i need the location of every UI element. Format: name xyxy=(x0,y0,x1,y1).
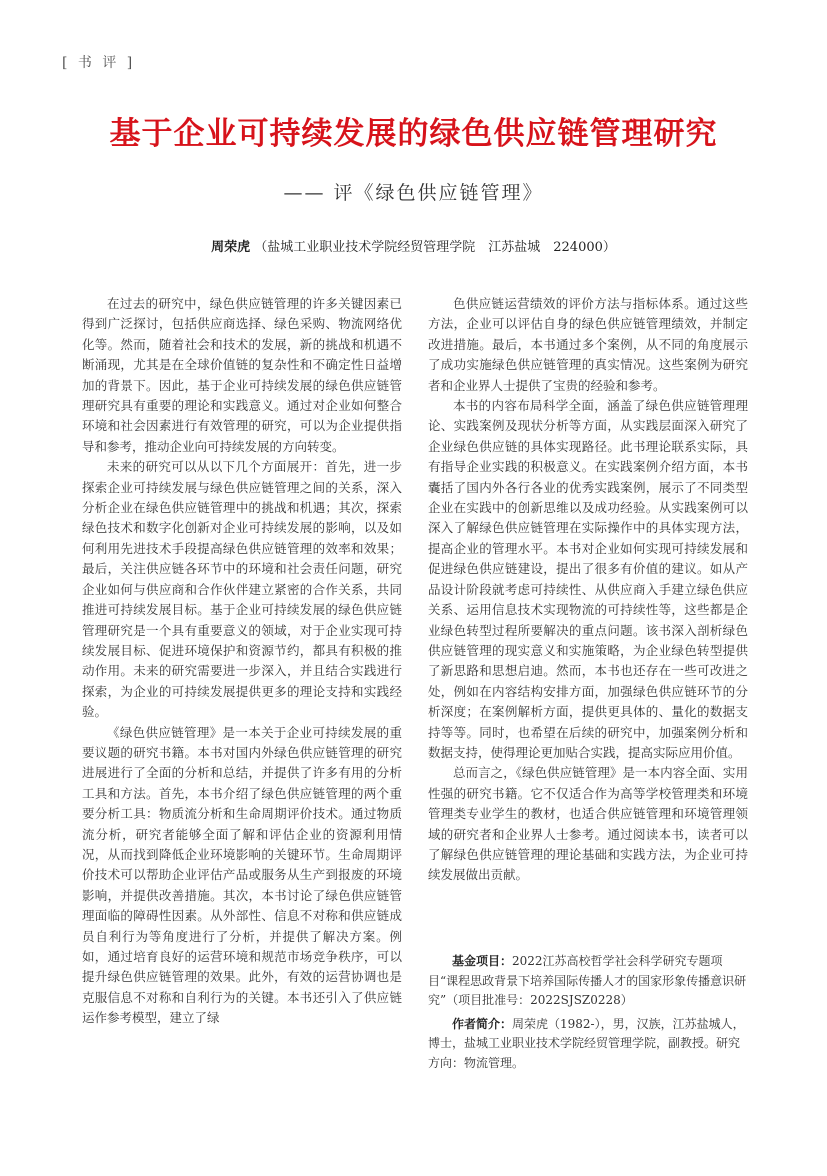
bio-label: 作者简介： xyxy=(452,1016,513,1031)
author-name: 周荣虎 xyxy=(211,240,251,255)
right-column xyxy=(428,294,748,886)
section-tag: [ 书 评 ] xyxy=(62,55,136,71)
article-subtitle: —— 评《绿色供应链管理》 xyxy=(283,182,544,204)
article-title: 基于企业可持续发展的绿色供应链管理研究 xyxy=(109,116,718,152)
fund-text: 2022江苏高校哲学社会科学研究专题项目“课程思政背景下培养国际传播人才的国家形象传播意识研究”（项目批准号：2022SJSZ0228） xyxy=(428,954,747,1007)
author-affiliation: （盐城工业职业技术学院经贸管理学院 江苏盐城 224000） xyxy=(254,240,616,255)
fund-note xyxy=(428,952,750,1011)
body-paragraph: 总而言之，《绿色供应链管理》是一本内容全面、实用性强的研究书籍。它不仅适合作为高等学校管理类和环境管理类专业学生的教材，也适合供应链管理和环境管理领域的研究者和企业界人士参考。通过阅读本书，读者可以了解绿色供应链管理的理论基础和实践方法，为企业可持续发展做出贡献。 xyxy=(428,765,748,883)
body-paragraph: 色供应链运营绩效的评价方法与指标体系。通过这些方法，企业可以评估自身的绿色供应链管理绩效，并制定改进措施。最后，本书通过多个案例，从不同的角度展示了成功实施绿色供应链管理的真实情况。这些案例为研究者和企业界人士提供了宝贵的经验和参考。 xyxy=(428,296,748,393)
body-paragraph: 未来的研究可以从以下几个方面展开：首先，进一步探索企业可持续发展与绿色供应链管理之间的关系，深入分析企业在绿色供应链管理中的挑战和机遇；其次，探索绿色技术和数字化创新对企业可持续发展的影响，以及如何利用先进技术手段提高绿色供应链管理的效率和效果；最后，关注供应链各环节中的环境和社会责任问题，研究企业如何与供应商和合作伙伴建立紧密的合作关系，共同推进可持续发展目标。基于企业可持续发展的绿色供应链管理研究是一个具有重要意义的领域，对于企业实现可持续发展目标、促进环境保护和资源节约，都具有积极的推动作用。未来的研究需要进一步深入，并且结合实践进行探索，为企业的可持续发展提供更多的理论支持和实践经验。 xyxy=(82,459,402,720)
body-paragraph: 本书的内容布局科学全面，涵盖了绿色供应链管理理论、实践案例及现状分析等方面，从实践层面深入研究了企业绿色供应链的具体实现路径。此书理论联系实际，具有指导企业实践的积极意义。在实践案例介绍方面，本书囊括了国内外各行各业的优秀实践案例，展示了不同类型企业在实践中的创新思维以及成功经验。从实践案例可以深入了解绿色供应链管理在实际操作中的具体实现方法，提高企业的管理水平。本书对企业如何实现可持续发展和促进绿色供应链建设，提出了很多有价值的建议。如从产品设计阶段就考虑可持续性、从供应商入手建立绿色供应关系、运用信息技术实现物流的可持续性等，这些都是企业绿色转型过程所要解决的重点问题。该书深入剖析绿色供应链管理的现实意义和实施策略，为企业绿色转型提供了新思路和思想启迪。然而，本书也还存在一些可改进之处，例如在内容结构安排方面，加强绿色供应链环节的分析深度；在案例解析方面，提供更具体的、量化的数据支持等等。同时，也希望在后续的研究中，加强案例分析和数据支持，使得理论更加贴合实践，提高实际应用价值。 xyxy=(428,398,748,760)
fund-label: 基金项目： xyxy=(452,954,513,968)
author-bio xyxy=(428,1015,750,1074)
author-line xyxy=(0,236,827,255)
body-paragraph: 《绿色供应链管理》是一本关于企业可持续发展的重要议题的研究书籍。本书对国内外绿色供应链管理的研究进展进行了全面的分析和总结，并提供了许多有用的分析工具和方法。首先，本书介绍了绿色供应链管理的两个重要分析工具：物质流分析和生命周期评价技术。通过物质流分析，研究者能够全面了解和评估企业的资源利用情况，从而找到降低企业环境影响的关键环节。生命周期评价技术可以帮助企业评估产品或服务从生产到报废的环境影响，并提供改善措施。其次，本书讨论了绿色供应链管理面临的障碍性因素。从外部性、信息不对称和供应链成员自利行为等角度进行了分析，并提供了解决方案。例如，通过培育良好的运营环境和规范市场竞争秩序，可以提升绿色供应链管理的效果。此外，有效的运营协调也是克服信息不对称和自利行为的关键。本书还引入了供应链运作参考模型，建立了绿 xyxy=(82,724,402,1026)
bio-text: 周荣虎（1982-），男，汉族，江苏盐城人，博士，盐城工业职业技术学院经贸管理学院，副教授。研究方向：物流管理。 xyxy=(428,1016,745,1070)
body-paragraph: 在过去的研究中，绿色供应链管理的许多关键因素已得到广泛探讨，包括供应商选择、绿色采购、物流网络优化等。然而，随着社会和技术的发展，新的挑战和机遇不断涌现，尤其是在全球价值链的复杂性和不确定性日益增加的背景下。因此，基于企业可持续发展的绿色供应链管理研究具有重要的理论和实践意义。通过对企业如何整合环境和社会因素进行有效管理的研究，可以为企业提供指导和参考，推动企业向可持续发展的方向转变。 xyxy=(82,296,402,454)
left-column xyxy=(82,294,402,1029)
article-notes xyxy=(428,952,750,1077)
